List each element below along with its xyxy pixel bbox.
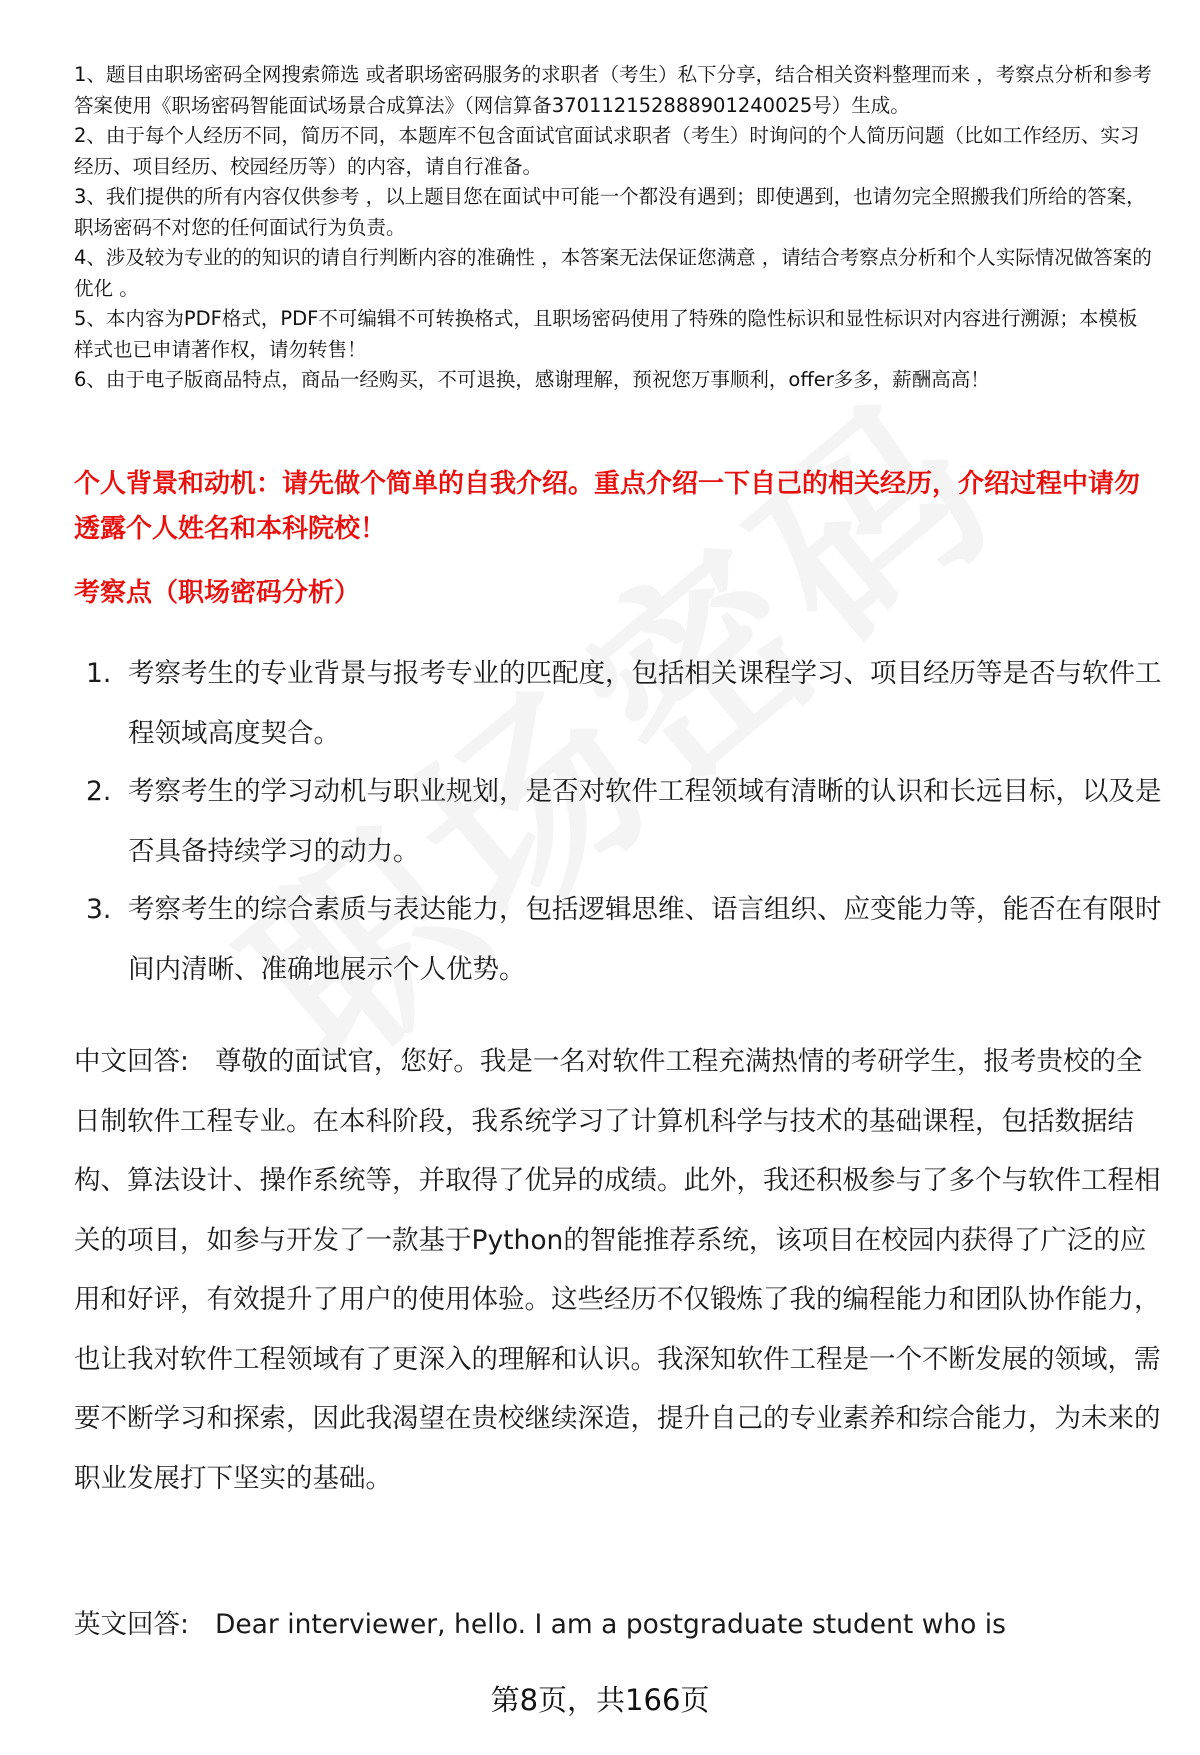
point-text: 考察考生的学习动机与职业规划，是否对软件工程领域有清晰的认识和长远目标，以及是否具备持续学习的动力。 <box>128 776 1162 867</box>
chinese-answer-label: 中文回答: <box>74 1046 189 1077</box>
analysis-points <box>74 644 1164 998</box>
point-text: 考察考生的综合素质与表达能力，包括逻辑思维、语言组织、应变能力等，能否在有限时间内清晰、准确地展示个人优势。 <box>128 894 1162 985</box>
disclaimer-list <box>74 60 1154 396</box>
disclaimer-item: 1、题目由职场密码全网搜索筛选 或者职场密码服务的求职者（考生）私下分享，结合相关资料整理而来 ，考察点分析和参考答案使用《职场密码智能面试场景合成算法》（网信算备370112152888901240025号）生成。 <box>74 63 1152 117</box>
chinese-answer-text: 尊敬的面试官，您好。我是一名对软件工程充满热情的考研学生，报考贵校的全日制软件工程专业。在本科阶段，我系统学习了计算机科学与技术的基础课程，包括数据结构、算法设计、操作系统等，并取得了优异的成绩。此外，我还积极参与了多个与软件工程相关的项目，如参与开发了一款基于Python的智能推荐系统，该项目在校园内获得了广泛的应用和好评，有效提升了用户的使用体验。这些经历不仅锻炼了我的编程能力和团队协作能力，也让我对软件工程领域有了更深入的理解和认识。我深知软件工程是一个不断发展的领域，需要不断学习和探索，因此我渴望在贵校继续深造，提升自己的专业素养和综合能力，为未来的职业发展打下坚实的基础。 <box>74 1046 1161 1494</box>
analysis-point <box>74 644 1164 764</box>
analysis-point <box>74 762 1164 882</box>
chinese-answer <box>74 1032 1164 1508</box>
point-number: 3. <box>86 894 112 925</box>
english-answer-text: Dear interviewer, hello. I am a postgraduate student who is <box>214 1609 1006 1640</box>
page-number: 第8页，共166页 <box>490 1683 710 1717</box>
disclaimer-item: 3、我们提供的所有内容仅供参考 ，以上题目您在面试中可能一个都没有遇到；即使遇到，也请勿完全照搬我们所给的答案，职场密码不对您的任何面试行为负责。 <box>74 185 1146 239</box>
english-answer <box>74 1595 1164 1655</box>
disclaimer-item: 6、由于电子版商品特点，商品一经购买，不可退换，感谢理解，预祝您万事顺利，offer多多，薪酬高高！ <box>74 368 990 391</box>
point-text: 考察考生的专业背景与报考专业的匹配度，包括相关课程学习、项目经历等是否与软件工程领域高度契合。 <box>128 658 1162 749</box>
point-number: 1. <box>86 658 112 689</box>
disclaimer-item: 5、本内容为PDF格式，PDF不可编辑不可转换格式，且职场密码使用了特殊的隐性标识和显性标识对内容进行溯源；本模板样式也已申请著作权，请勿转售！ <box>74 307 1138 361</box>
point-number: 2. <box>86 776 112 807</box>
disclaimer-item: 4、涉及较为专业的的知识的请自行判断内容的准确性 ，本答案无法保证您满意 ，请结合考察点分析和个人实际情况做答案的优化 。 <box>74 246 1152 300</box>
question-heading: 个人背景和动机：请先做个简单的自我介绍。重点介绍一下自己的相关经历，介绍过程中请勿透露个人姓名和本科院校！ <box>74 469 1141 544</box>
analysis-point <box>74 880 1164 1000</box>
analysis-heading: 考察点（职场密码分析） <box>74 578 361 608</box>
english-answer-label: 英文回答: <box>74 1609 189 1640</box>
disclaimer-item: 2、由于每个人经历不同，简历不同，本题库不包含面试官面试求职者（考生）时询问的个人简历问题（比如工作经历、实习经历、项目经历、校园经历等）的内容，请自行准备。 <box>74 124 1140 178</box>
